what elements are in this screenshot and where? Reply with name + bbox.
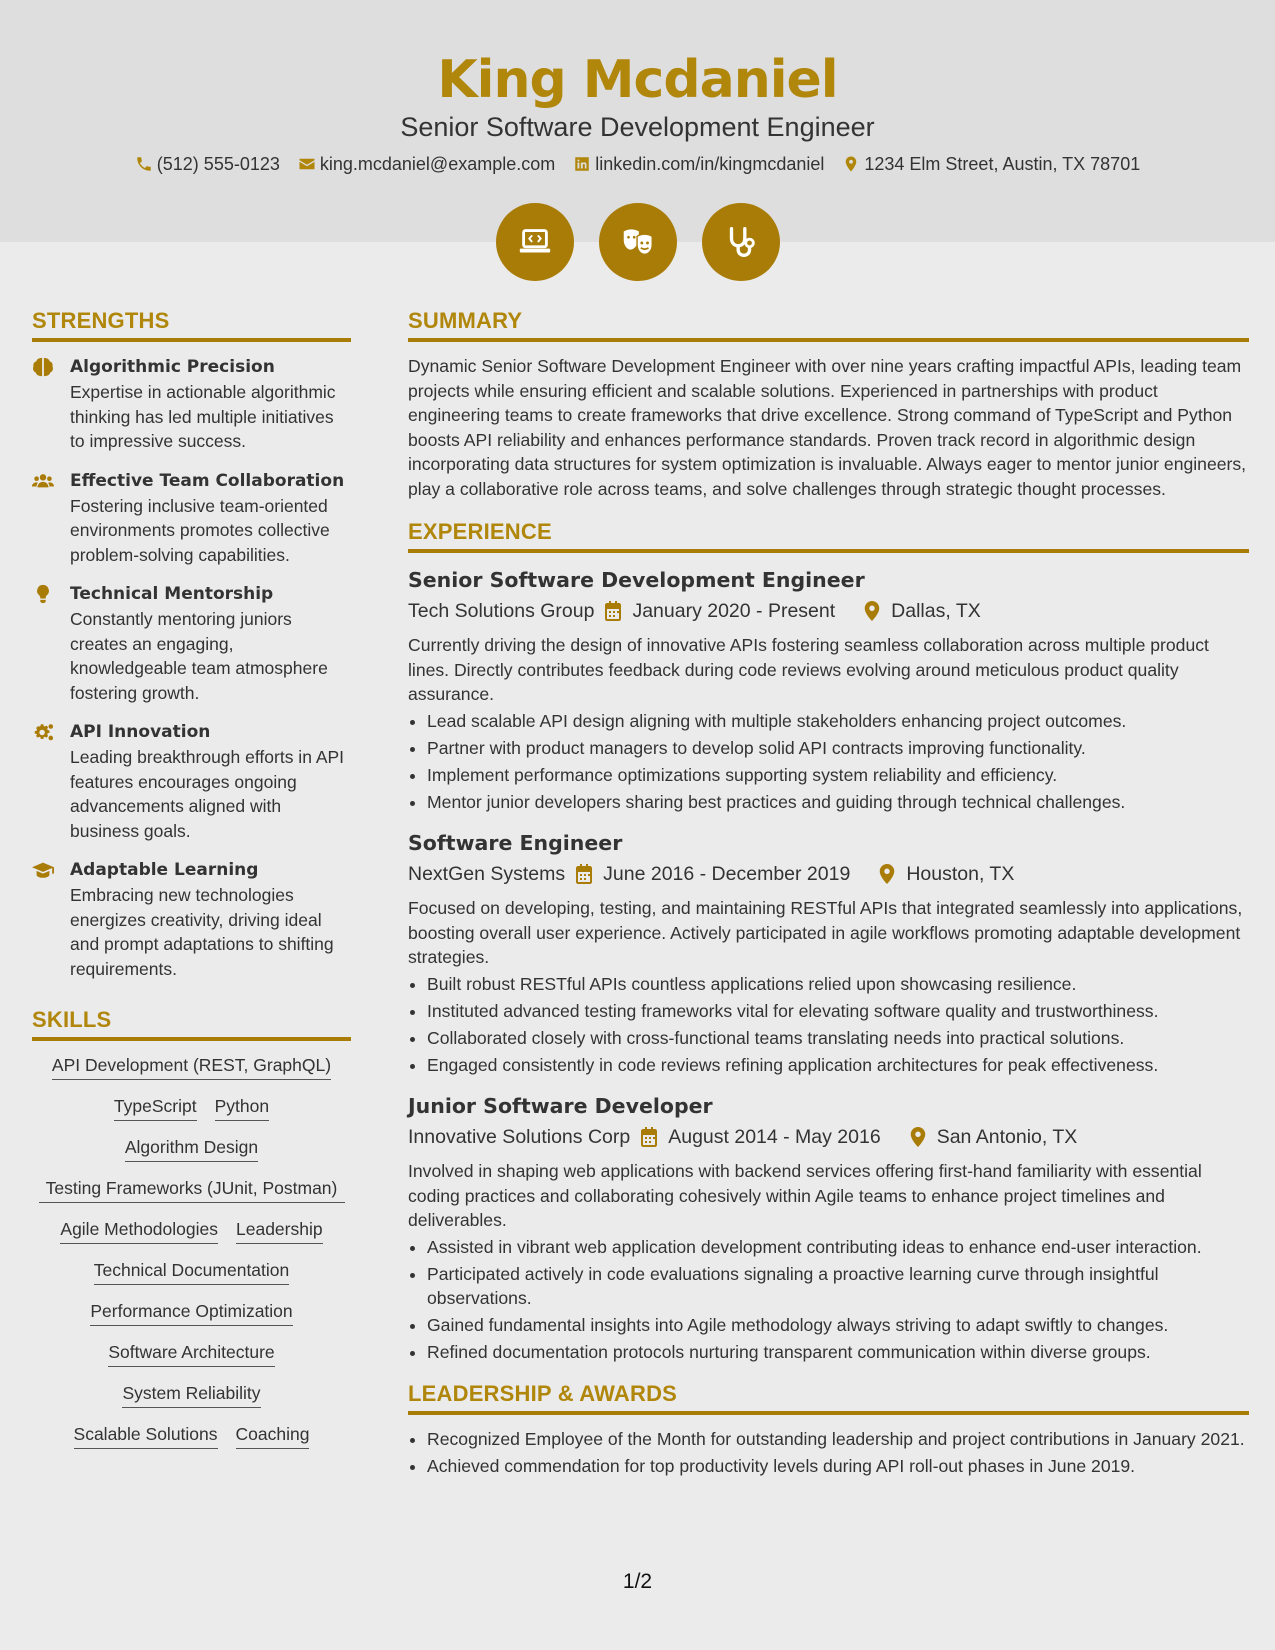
strength-item [32, 857, 351, 981]
skill-tag: Software Architecture [108, 1340, 274, 1367]
job-bullets [408, 709, 1249, 815]
skill-tag: Leadership [236, 1217, 323, 1244]
skill-tag: Performance Optimization [90, 1299, 292, 1326]
job-company: Tech Solutions Group [408, 600, 595, 622]
list-item: • Collaborated closely with cross-functional teams translating needs into practical solutions. [427, 1026, 1249, 1051]
list-item: • Refined documentation protocols nurturing transparent communication within diverse groups. [427, 1340, 1249, 1365]
phone-icon [135, 155, 153, 173]
map-marker-icon [909, 1127, 927, 1147]
phone-text: (512) 555-0123 [156, 154, 280, 174]
skills-heading: SKILLS [32, 1005, 351, 1041]
summary-text: Dynamic Senior Software Development Engineer with over nine years crafting impactful APIs, leading team projects while ensuring efficient and scalable solutions. Experienced in partnerships with product engineering teams to create frameworks that drive excellence. Strong command of TypeScript and Python boosts API reliability and enhances performance standards. Proven track record in algorithmic design incorporating data structures for system optimization is invaluable. Always eager to mentor junior engineers, play a collaborative role across teams, and solve challenges through strategic thought processes. [408, 356, 1247, 499]
strength-desc: Leading breakthrough efforts in API features encourages ongoing advancements aligned with business goals. [70, 747, 345, 841]
skill-tag: API Development (REST, GraphQL) [52, 1053, 331, 1080]
job-title: Junior Software Developer [408, 1094, 713, 1118]
job-bullets [408, 972, 1249, 1078]
job-meta [408, 1121, 1249, 1153]
strength-desc: Embracing new technologies energizes creativity, driving ideal and prompt adaptations to shifting requirements. [70, 885, 334, 979]
graduation-cap-icon [32, 860, 54, 880]
map-marker-icon [863, 601, 881, 621]
list-item: • Engaged consistently in code reviews refining application architectures for peak effectiveness. [427, 1053, 1249, 1078]
awards-list [408, 1427, 1249, 1479]
strength-item [32, 354, 351, 454]
skill-tag: Coaching [236, 1422, 310, 1449]
list-item: • Partner with product managers to develop solid API contracts improving functionality. [427, 736, 1249, 761]
list-item: • Achieved commendation for top productivity levels during API roll-out phases in June 2019. [427, 1454, 1249, 1479]
strength-name: API Innovation [70, 722, 211, 742]
skills-list [32, 1053, 351, 1449]
strength-name: Algorithmic Precision [70, 357, 275, 377]
list-item: • Recognized Employee of the Month for outstanding leadership and project contributions in January 2021. [427, 1427, 1249, 1452]
list-item: • Lead scalable API design aligning with multiple stakeholders enhancing project outcomes. [427, 709, 1249, 734]
skill-tag: Testing Frameworks (JUnit, Postman) [39, 1176, 345, 1203]
job-location: San Antonio, TX [936, 1126, 1078, 1148]
skill-tag: Technical Documentation [94, 1258, 290, 1285]
strength-item [32, 719, 351, 843]
job-title: Software Engineer [408, 831, 623, 855]
candidate-title: Senior Software Development Engineer [400, 112, 875, 142]
contact-email[interactable] [298, 150, 555, 178]
job-title: Senior Software Development Engineer [408, 568, 865, 592]
skill-tag: Agile Methodologies [60, 1217, 218, 1244]
calendar-icon [575, 864, 593, 884]
list-item: • Gained fundamental insights into Agile methodology always striving to adapt swiftly to changes. [427, 1313, 1249, 1338]
laptop-code-icon [496, 203, 574, 281]
map-marker-icon [842, 155, 860, 173]
job-entry [408, 565, 1249, 814]
job-dates: June 2016 - December 2019 [603, 863, 851, 885]
linkedin-text: linkedin.com/in/kingmcdaniel [595, 154, 825, 174]
contact-phone[interactable] [135, 150, 280, 178]
strength-desc: Expertise in actionable algorithmic thinking has led multiple initiatives to impressive success. [70, 382, 336, 451]
page-number: 1/2 [622, 1570, 653, 1593]
list-item: • Assisted in vibrant web application development contributing ideas to enhance end-user interaction. [427, 1235, 1249, 1260]
job-meta [408, 858, 1249, 890]
theater-masks-icon [599, 203, 677, 281]
summary-heading: SUMMARY [408, 306, 1249, 342]
brain-icon [32, 357, 54, 377]
contact-linkedin[interactable] [573, 150, 824, 178]
skill-tag: Scalable Solutions [74, 1422, 218, 1449]
job-entry [408, 828, 1249, 1077]
list-item: • Participated actively in code evaluations signaling a proactive learning curve through insightful observations. [427, 1262, 1249, 1311]
awards-heading: LEADERSHIP & AWARDS [408, 1379, 1249, 1415]
skill-tag: System Reliability [122, 1381, 260, 1408]
stethoscope-icon [702, 203, 780, 281]
list-item: • Mentor junior developers sharing best practices and guiding through technical challenges. [427, 790, 1249, 815]
lightbulb-icon [32, 584, 54, 604]
job-bullets [408, 1235, 1249, 1365]
contact-bar [0, 150, 1275, 178]
skill-tag: Python [215, 1094, 269, 1121]
users-icon [32, 471, 54, 491]
map-marker-icon [878, 864, 896, 884]
job-desc: Involved in shaping web applications with backend services offering first-hand familiarity with essential coding practices and collaborating cohesively within Agile teams to enhance project timelines and deliverables. [408, 1161, 1202, 1230]
job-location: Houston, TX [906, 863, 1015, 885]
job-location: Dallas, TX [891, 600, 981, 622]
address-text: 1234 Elm Street, Austin, TX 78701 [864, 154, 1141, 174]
strength-name: Effective Team Collaboration [70, 470, 345, 491]
job-desc: Focused on developing, testing, and maintaining RESTful APIs that integrated seamlessly into applications, boosting overall user experience. Actively participated in agile workflows promoting adaptable development strategies. [408, 898, 1243, 967]
job-company: Innovative Solutions Corp [408, 1126, 631, 1148]
job-meta [408, 595, 1249, 627]
job-company: NextGen Systems [408, 863, 566, 885]
calendar-icon [640, 1127, 658, 1147]
job-dates: January 2020 - Present [632, 600, 836, 622]
strength-desc: Fostering inclusive team-oriented environments promotes collective problem-solving capabilities. [70, 495, 330, 565]
interest-icons [0, 203, 1275, 281]
strength-item [32, 468, 351, 568]
skill-tag: Algorithm Design [125, 1135, 258, 1162]
linkedin-icon [573, 155, 591, 173]
strength-item [32, 581, 351, 705]
strengths-heading: STRENGTHS [32, 306, 351, 342]
skill-tag: TypeScript [114, 1094, 197, 1121]
calendar-icon [604, 601, 622, 621]
contact-address [842, 150, 1140, 178]
job-desc: Currently driving the design of innovative APIs fostering seamless collaboration across multiple product lines. Directly contributes feedback during code reviews evolving around meticulous product quality assurance. [408, 635, 1209, 704]
strength-name: Technical Mentorship [70, 584, 274, 604]
email-text: king.mcdaniel@example.com [319, 154, 556, 174]
job-entry [408, 1091, 1249, 1365]
experience-heading: EXPERIENCE [408, 517, 1249, 553]
envelope-icon [298, 155, 316, 173]
list-item: • Built robust RESTful APIs countless applications relied upon showcasing resilience. [427, 972, 1249, 997]
candidate-name: King Mcdaniel [437, 50, 838, 110]
right-column [408, 306, 1249, 1481]
strength-desc: Constantly mentoring juniors creates an engaging, knowledgeable team atmosphere fostering growth. [70, 609, 328, 703]
job-dates: August 2014 - May 2016 [668, 1126, 881, 1148]
list-item: • Instituted advanced testing frameworks vital for elevating software quality and trustworthiness. [427, 999, 1249, 1024]
left-column [32, 306, 351, 1463]
cogs-icon [32, 722, 54, 742]
strength-name: Adaptable Learning [70, 860, 259, 880]
list-item: • Implement performance optimizations supporting system reliability and efficiency. [427, 763, 1249, 788]
